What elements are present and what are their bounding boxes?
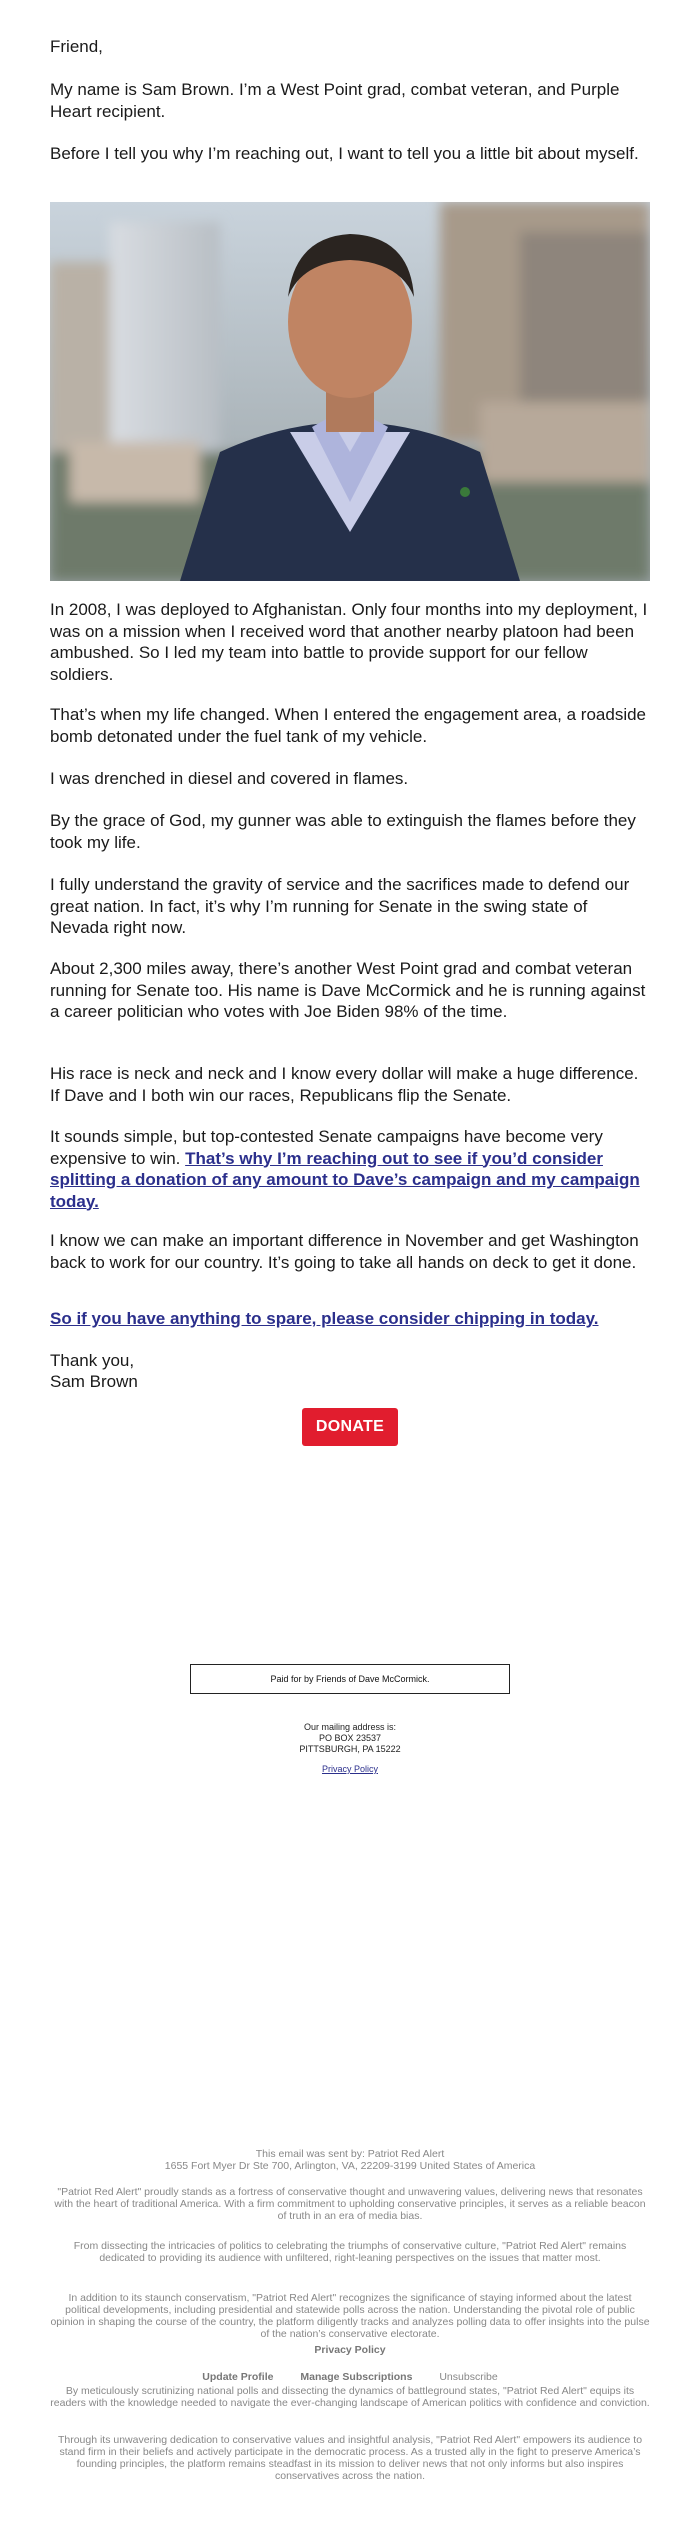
mailing-address-label: Our mailing address is: [303, 1722, 397, 1732]
mailing-city: PITTSBURGH, PA 15222 [299, 1744, 401, 1754]
footer-paragraph-5: Through its unwavering dedication to conservative values and insightful analysis, "Patriot Red Alert" empowers its audience to stand firm in their beliefs and actively participate in the democratic process. As a trusted ally in the fight to preserve America’s founding principles, the platform remains steadfast in its mission to deliver news that not only informs but also inspires conservatives across the nation. [57, 2434, 643, 2482]
paragraph-service: I fully understand the gravity of service and the sacrifices made to defend our great nation. In fact, it’s why I’m running for Senate in the swing state of Nevada right now. [50, 875, 630, 937]
paragraph-gunner: By the grace of God, my gunner was able to extinguish the flames before they took my life. [50, 811, 636, 852]
signoff: Thank you, [50, 1351, 135, 1370]
footer-paragraph-3: In addition to its staunch conservatism, "Patriot Red Alert" recognizes the significance of staying informed about the latest political developments, including presidential and statewide polls across the nation. Understanding the pivotal role of public opinion in shaping the course of the country, the platform diligently tracks and analyzes polling data to offer insights into the pulse of the nation’s conservative electorate. [50, 2292, 650, 2340]
signature: Sam Brown [50, 1372, 138, 1391]
footer-sent-by: This email was sent by: Patriot Red Alert [255, 2148, 445, 2160]
footer-paragraph-4: By meticulously scrutinizing national polls and dissecting the dynamics of battleground states, "Patriot Red Alert" equips its readers with the knowledge needed to navigate the ever-changing landscape of American politics with confidence and conviction. [50, 2385, 650, 2409]
footer-paragraph-2: From dissecting the intricacies of politics to celebrating the triumphs of conservative culture, "Patriot Red Alert" remains dedicated to providing its audience with unfiltered, right-leaning perspectives on the issues that matter most. [73, 2240, 627, 2264]
footer-privacy-policy[interactable] [50, 2344, 650, 2356]
paragraph-race: His race is neck and neck and I know every dollar will make a huge difference. If Dave and I both win our races, Republicans flip the Senate. [50, 1064, 639, 1105]
paragraph-flames: I was drenched in diesel and covered in flames. [50, 769, 409, 788]
paid-for-disclaimer: Paid for by Friends of Dave McCormick. [190, 1664, 510, 1694]
paragraph-splitting-text: It sounds simple, but top-contested Senate campaigns have become very expensive to win. [50, 1127, 603, 1168]
paragraph-mccormick: About 2,300 miles away, there’s another West Point grad and combat veteran running for Senate too. His name is Dave McCormick and he is running against a career politician who votes with Joe Biden 98% of the time. [50, 959, 646, 1021]
paragraph-splitting [50, 1126, 650, 1212]
sam-brown-photo [50, 202, 650, 581]
chip-in-link[interactable]: So if you have anything to spare, please consider chipping in today. [50, 1309, 599, 1328]
update-profile-link[interactable]: Update Profile [202, 2371, 274, 2383]
footer-paragraph-1: "Patriot Red Alert" proudly stands as a fortress of conservative thought and unwavering values, delivering news that resonates with the heart of traditional America. With a firm commitment to upholding conservative principles, it serves as a reliable beacon of truth in an era of media bias. [54, 2186, 646, 2222]
paragraph-life-changed: That’s when my life changed. When I entered the engagement area, a roadside bomb detonated under the fuel tank of my vehicle. [50, 705, 647, 746]
donate-button[interactable]: DONATE [302, 1408, 398, 1446]
paragraph-chip-in [50, 1308, 650, 1330]
manage-subscriptions-link[interactable]: Manage Subscriptions [300, 2371, 413, 2383]
mailing-po-box: PO BOX 23537 [318, 1733, 382, 1743]
split-donation-link[interactable]: That’s why I’m reaching out to see if you’d consider splitting a donation of any amount to Dave’s campaign and my campaign today. [50, 1148, 640, 1211]
paragraph-intro: My name is Sam Brown. I’m a West Point grad, combat veteran, and Purple Heart recipient. [50, 80, 620, 121]
privacy-policy-link[interactable]: Privacy Policy [321, 1764, 378, 1774]
footer-links [0, 2371, 700, 2383]
footer-privacy-policy-link[interactable]: Privacy Policy [314, 2344, 386, 2356]
paragraph-deployment: In 2008, I was deployed to Afghanistan. Only four months into my deployment, I was on a mission when I received word that another nearby platoon had been ambushed. So I led my team into battle to provide support for our fellow soldiers. [50, 600, 648, 684]
unsubscribe-link[interactable]: Unsubscribe [439, 2371, 498, 2383]
footer-address: 1655 Fort Myer Dr Ste 700, Arlington, VA, 22209-3199 United States of America [164, 2160, 536, 2172]
paragraph-november: I know we can make an important difference in November and get Washington back to work for our country. It’s going to take all hands on deck to get it done. [50, 1231, 639, 1272]
greeting: Friend, [50, 37, 103, 56]
paragraph-before: Before I tell you why I’m reaching out, I want to tell you a little bit about myself. [50, 144, 639, 163]
disclaimer-privacy [0, 1764, 700, 1774]
